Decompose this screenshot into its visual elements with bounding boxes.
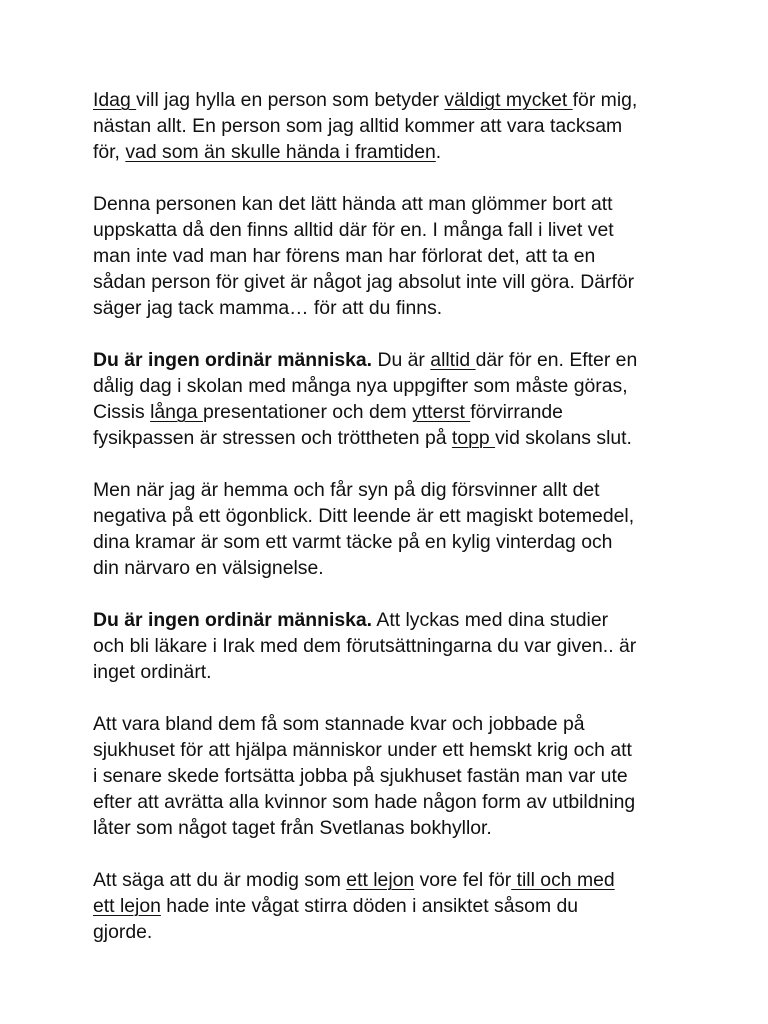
underlined-text: väldigt mycket [444, 89, 573, 111]
text-run: och bli läkare i Irak med dem förutsättningarna du var given.. är [93, 635, 637, 657]
text-line [93, 893, 693, 919]
text-run: säger jag tack mamma… för att du finns. [93, 297, 443, 319]
underlined-text: långa [150, 401, 203, 423]
text-run: där för en. Efter en [475, 349, 638, 371]
text-run: presentationer och dem [202, 401, 413, 423]
text-run: dina kramar är som ett varmt täcke på en kylig vinterdag och [93, 531, 613, 553]
text-run: inget ordinärt. [93, 661, 212, 683]
text-line [93, 867, 693, 893]
text-run: Denna personen kan det lätt hända att man glömmer bort att [93, 193, 613, 215]
underlined-text: alltid [430, 349, 476, 371]
text-run: för mig, [572, 89, 638, 111]
text-run: . [435, 141, 442, 163]
text-line [93, 425, 693, 451]
text-run: Att vara bland dem få som stannade kvar och jobbade på [93, 713, 585, 735]
text-run: hade inte vågat stirra döden i ansiktet såsom du [160, 895, 579, 917]
text-line [93, 529, 693, 555]
underlined-text: ett lejon [346, 869, 415, 891]
text-line [93, 763, 693, 789]
text-run: efter att avrätta alla kvinnor som hade någon form av utbildning [93, 791, 636, 813]
text-run: dålig dag i skolan med många nya uppgifter som måste göras, [93, 375, 628, 397]
paragraph [93, 347, 693, 451]
text-run: Du är [372, 349, 431, 371]
text-line [93, 399, 693, 425]
text-run: gjorde. [93, 921, 153, 943]
bold-text: Du är ingen ordinär människa. [93, 609, 373, 631]
text-run: Men när jag är hemma och får syn på dig försvinner allt det [93, 479, 600, 501]
paragraph [93, 191, 693, 321]
underlined-text: vad som än skulle hända i framtiden [125, 141, 436, 163]
text-run: sjukhuset för att hjälpa människor under ett hemskt krig och att [93, 739, 632, 761]
text-run: för, [93, 141, 126, 163]
text-run: vore fel för [414, 869, 512, 891]
bold-text: Du är ingen ordinär människa. [93, 349, 373, 371]
text-line [93, 633, 693, 659]
text-run: vill jag hylla en person som betyder [136, 89, 445, 111]
text-run: Att säga att du är modig som [93, 869, 347, 891]
underlined-text: topp [451, 427, 496, 449]
paragraph [93, 477, 693, 581]
text-line [93, 815, 693, 841]
text-line [93, 555, 693, 581]
paragraph [93, 867, 693, 945]
text-line [93, 373, 693, 399]
text-line [93, 477, 693, 503]
text-run: negativa på ett ögonblick. Ditt leende är ett magiskt botemedel, [93, 505, 635, 527]
text-line [93, 659, 693, 685]
text-line [93, 269, 693, 295]
document-body [93, 87, 693, 971]
underlined-text: Idag [93, 89, 137, 111]
text-run: Att lyckas med dina studier [372, 609, 609, 631]
text-run: fysikpassen är stressen och tröttheten på [93, 427, 452, 449]
text-line [93, 347, 693, 373]
text-run: i senare skede fortsätta jobba på sjukhuset fastän man var ute [93, 765, 628, 787]
text-run: sådan person för givet är något jag absolut inte vill göra. Därför [93, 271, 635, 293]
underlined-text: till och med [511, 869, 615, 891]
paragraph [93, 87, 693, 165]
text-run: uppskatta då den finns alltid där för en. I många fall i livet vet [93, 219, 614, 241]
paragraph [93, 711, 693, 841]
text-line [93, 87, 693, 113]
text-run: låter som något taget från Svetlanas bokhyllor. [93, 817, 492, 839]
text-line [93, 243, 693, 269]
text-line [93, 607, 693, 633]
paragraph [93, 607, 693, 685]
text-run: Cissis [93, 401, 151, 423]
underlined-text: ett lejon [93, 895, 161, 917]
text-line [93, 295, 693, 321]
text-run: vid skolans slut. [495, 427, 632, 449]
text-run: nästan allt. En person som jag alltid kommer att vara tacksam [93, 115, 623, 137]
text-line [93, 919, 693, 945]
text-line [93, 503, 693, 529]
underlined-text: ytterst [412, 401, 471, 423]
text-line [93, 711, 693, 737]
text-line [93, 191, 693, 217]
text-run: din närvaro en välsignelse. [93, 557, 324, 579]
text-line [93, 139, 693, 165]
text-run: man inte vad man har förens man har förlorat det, att ta en [93, 245, 596, 267]
text-line [93, 789, 693, 815]
text-run: förvirrande [470, 401, 563, 423]
text-line [93, 737, 693, 763]
text-line [93, 113, 693, 139]
text-line [93, 217, 693, 243]
